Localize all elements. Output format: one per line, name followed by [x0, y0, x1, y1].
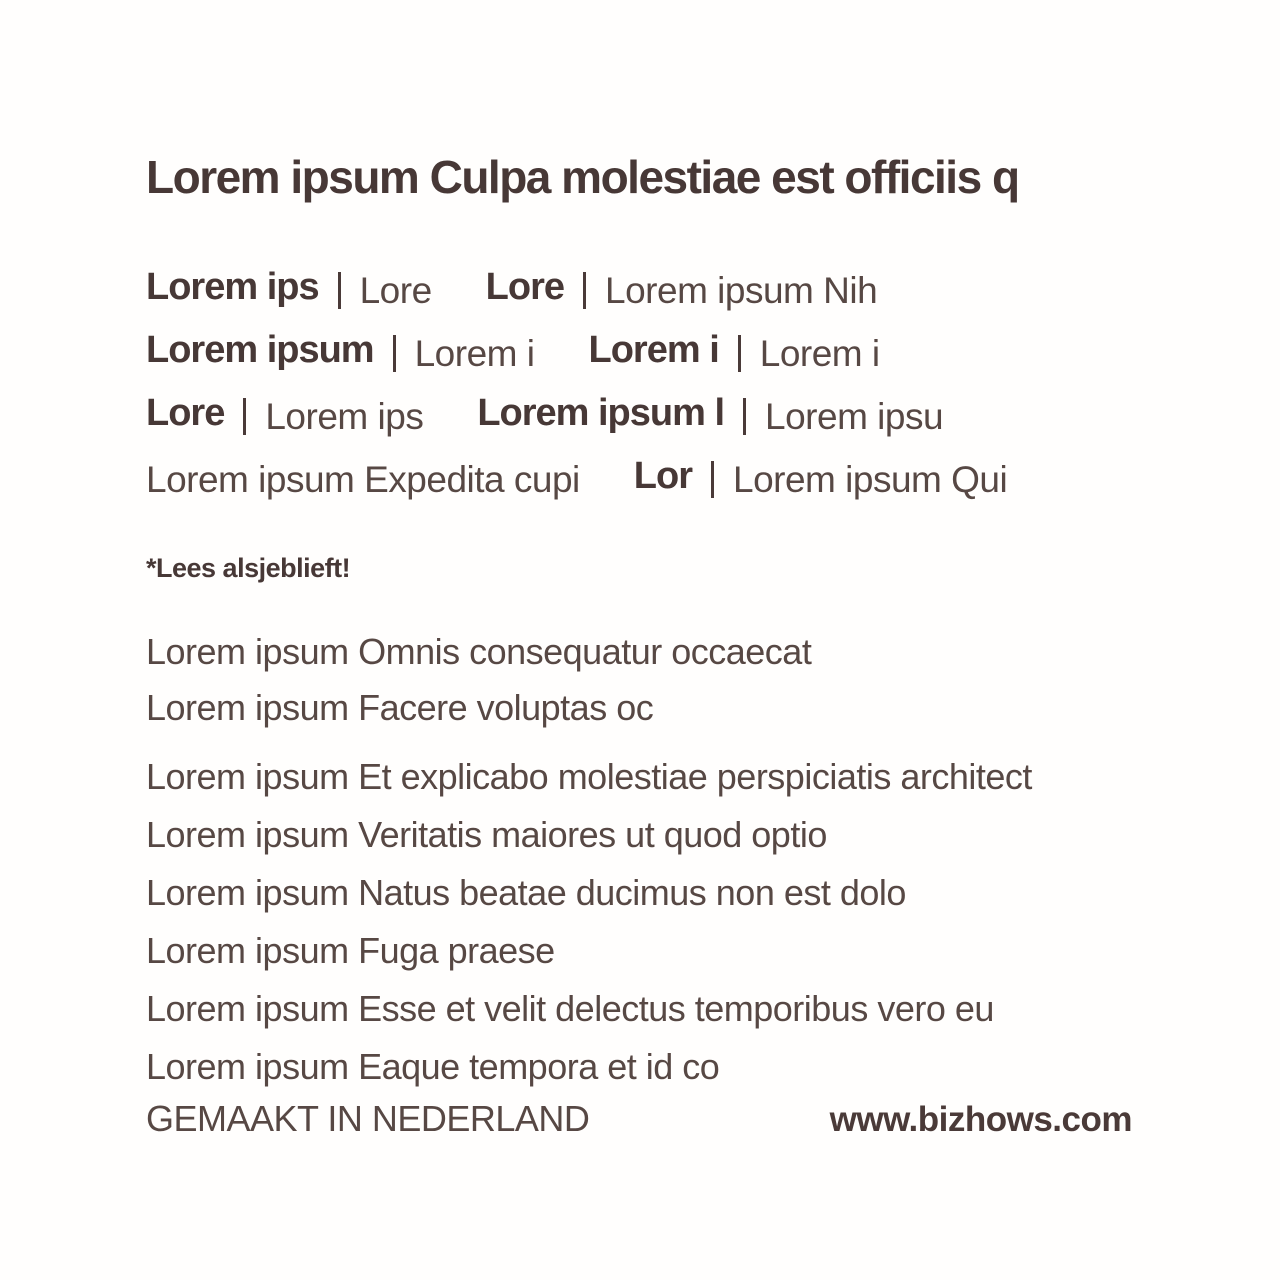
spec-list: [146, 262, 1140, 501]
divider-bar: [743, 398, 746, 435]
divider-bar: [738, 335, 741, 372]
paragraph-primary: [146, 624, 1140, 736]
website-url: www.bizhows.com: [829, 1100, 1132, 1139]
spec-pair: [477, 388, 943, 438]
paragraph-line: Lorem ipsum Facere voluptas oc: [146, 687, 654, 728]
spec-label: Lorem ipsum l: [477, 392, 725, 434]
page-title: Lorem ipsum Culpa molestiae est officiis q: [146, 151, 1019, 203]
spec-value: Lorem ips: [265, 396, 424, 437]
footer: [146, 1098, 1132, 1140]
spec-label: Lorem ips: [146, 266, 319, 308]
paragraph-secondary: [146, 748, 1140, 1096]
spec-row: [146, 262, 1140, 312]
paragraph-line: Lorem ipsum Et explicabo molestiae perspiciatis architect: [146, 756, 1032, 797]
divider-bar: [711, 461, 714, 498]
read-note: *Lees alsjeblieft!: [146, 553, 351, 583]
spec-label: Lore: [146, 392, 225, 434]
spec-pair: [486, 262, 878, 312]
spec-pair: [146, 262, 432, 312]
paragraph-line: Lorem ipsum Esse et velit delectus temporibus vero eu: [146, 988, 994, 1029]
spec-pair: [589, 325, 880, 375]
spec-label: Lorem i: [588, 329, 719, 371]
spec-label: Lor: [633, 455, 692, 497]
spec-pair: [146, 451, 580, 500]
divider-bar: [583, 272, 586, 309]
paragraph-line: Lorem ipsum Natus beatae ducimus non est dolo: [146, 872, 906, 913]
spec-pair: [146, 325, 535, 375]
spec-value: Lorem ipsum Expedita cupi: [146, 459, 580, 500]
divider-bar: [393, 335, 396, 372]
spec-label: Lore: [485, 266, 565, 308]
spec-pair: [634, 451, 1007, 501]
spec-label: Lorem ipsum: [146, 329, 374, 371]
spec-row: [146, 325, 1140, 375]
paragraph-line: Lorem ipsum Veritatis maiores ut quod optio: [146, 814, 827, 855]
spec-row: [146, 388, 1140, 438]
spec-value: Lore: [359, 270, 432, 311]
spec-value: Lorem ipsum Nih: [605, 270, 878, 311]
paragraph-line: Lorem ipsum Eaque tempora et id co: [146, 1046, 720, 1087]
divider-bar: [243, 398, 246, 435]
made-in-text: GEMAAKT IN NEDERLAND: [146, 1098, 590, 1139]
divider-bar: [338, 272, 341, 309]
spec-value: Lorem ipsu: [765, 396, 944, 437]
spec-value: Lorem i: [759, 333, 880, 374]
spec-value: Lorem ipsum Qui: [733, 459, 1008, 500]
spec-value: Lorem i: [414, 333, 535, 374]
paragraph-line: Lorem ipsum Omnis consequatur occaecat: [146, 631, 812, 672]
spec-row: [146, 451, 1140, 501]
spec-pair: [146, 388, 423, 438]
paragraph-line: Lorem ipsum Fuga praese: [146, 930, 555, 971]
